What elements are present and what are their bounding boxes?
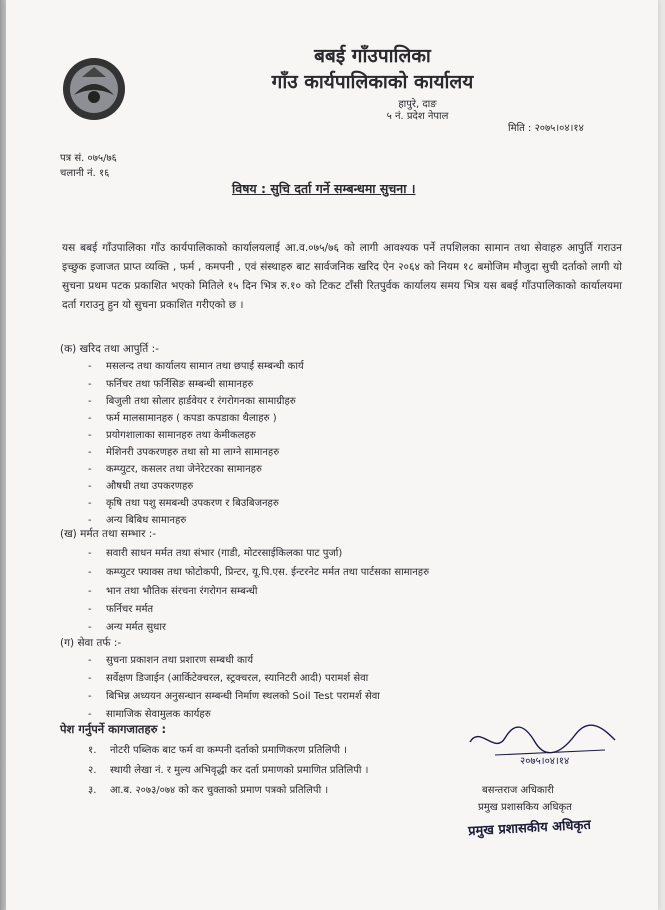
svg-text:२०७५।०४।१४: २०७५।०४।१४ bbox=[520, 756, 570, 767]
header-line-1: बबई गाँउपालिका bbox=[314, 45, 431, 67]
document-item: ३. आ.ब. २०७३/०७४ को कर चुक्ताको प्रमाण पत्रको प्रतिलिपी । bbox=[88, 785, 329, 796]
list-item: - अन्य मर्मत सुधार bbox=[88, 622, 166, 633]
signatory-name: बसन्तराज अधिकारी bbox=[482, 785, 554, 796]
subject-line: विषय : सुचि दर्ता गर्ने सम्बन्धमा सुचना । bbox=[232, 181, 416, 196]
list-item: - कम्प्युटर, कसलर तथा जेनेरेटरका सामानहरु bbox=[88, 464, 262, 475]
list-item: - प्रयोगशालाका सामानहरु तथा केमीकलहरु bbox=[88, 430, 256, 441]
date: मिति : २०७५।०४।१४ bbox=[508, 123, 584, 134]
list-item: - फर्निचर तथा फर्निसिङ सम्बन्धी सामानहरु bbox=[88, 379, 254, 390]
list-item: - सर्वेक्षण डिजाईन (आर्किटेक्चरल, स्ट्रक्चरल, स्यानिटरी आदी) परामर्श सेवा bbox=[88, 673, 369, 684]
header-line-4: ५ नं. प्रदेश नेपाल bbox=[386, 111, 449, 122]
documents-title: पेश गर्नुपर्ने कागजातहरु : bbox=[60, 722, 167, 736]
section-kha-title: (ख) मर्मत तथा सम्भार :- bbox=[60, 528, 157, 540]
chalani-number: चलानी नं. १६ bbox=[60, 168, 110, 179]
list-item: - मेशिनरी उपकरणहरु तथा सो मा लाग्ने सामानहरु bbox=[88, 447, 280, 458]
official-stamp: प्रमुख प्रशासकीय अधिकृत bbox=[467, 817, 592, 840]
list-item: - कम्प्युटर फ्याक्स तथा फोटोकपी, प्रिन्टर, यू.पि.एस. ईन्टरनेट मर्मत तथा पार्टसका सामानहरु bbox=[88, 567, 430, 578]
notice-paragraph: यस बबई गाँउपालिका गाँउ कार्यपालिकाको कार्यालयलाई आ.व.०७५/७६ को लागी आवश्यक पर्ने तपशिलका सामान तथा सेवाहरु आपुर्ति गराउन इच्छुक इजाजत प्राप्त व्यक्ति , फर्म , कमपनी , एवं संस्थाहरु बाट सार्वजनिक खरिद ऐन २०६४ को नियम १८ बमोजिम मौजुदा सुची दर्ताको लागी यो सुचना प्रथम पटक प्रकाशित भएको मितिले १५ दिन भित्र रु.१० को टिकट टाँसी रितपुर्वक कार्यालय समय भित्र यस बबई गाँउपालिकाको कार्यालयमा दर्ता गराउनु हुन यो सुचना प्रकाशित गरीएको छ । bbox=[62, 242, 622, 311]
list-item: - फर्निचर मर्मत bbox=[88, 604, 154, 615]
signatory-title: प्रमुख प्रशासकिय अधिकृत bbox=[478, 802, 572, 813]
list-item: - अन्य बिबिध सामानहरु bbox=[88, 515, 187, 526]
signature-scribble bbox=[465, 720, 625, 770]
document-item: २. स्थायी लेखा नं. र मुल्य अभिवृद्धी कर दर्ता प्रमाणको प्रमाणित प्रतिलिपी । bbox=[88, 765, 369, 776]
header-line-2: गाँउ कार्यपालिकाको कार्यालय bbox=[271, 71, 474, 93]
list-item: - मसलन्द तथा कार्यालय सामान तथा छपाई सम्बन्धी कार्य bbox=[88, 361, 304, 372]
list-item: - सवारी साधन मर्मत तथा संभार (गाडी, मोटरसाईकिलका पाट पुर्जा) bbox=[88, 548, 343, 559]
list-item: - फर्म मालसामानहरु ( कपडा कपडाका थैलाहरु ) bbox=[88, 413, 277, 424]
list-item: - बिभिन्न अध्ययन अनुसन्धान सम्बन्धी निर्माण स्थलको Soil Test परामर्श सेवा bbox=[88, 691, 380, 702]
list-item: - सुचना प्रकाशन तथा प्रशारण सम्बधी कार्य bbox=[88, 655, 254, 666]
document-item: १. नोटरी पब्लिक बाट फर्म वा कम्पनी दर्ताको प्रमाणिकरण प्रतिलिपी । bbox=[88, 745, 347, 756]
list-item: - सामाजिक सेवामुलक कार्यहरु bbox=[88, 709, 211, 720]
list-item: - औषधी तथा उपकरणहरु bbox=[88, 481, 194, 492]
patra-number: पत्र सं. ०७५/७६ bbox=[60, 153, 117, 164]
section-ka-title: (क) खरिद तथा आपुर्ति :- bbox=[60, 343, 159, 355]
header-line-3: हापुरे, दाङ bbox=[398, 99, 437, 110]
list-item: - बिजुली तथा सोलार हार्डवेयर र रंगरोगनका सामाग्रीहरु bbox=[88, 396, 296, 407]
section-ga-title: (ग) सेवा तर्फ :- bbox=[60, 637, 122, 649]
list-item: - भान तथा भौतिक संरचना रंगरोगन सम्बन्धी bbox=[88, 586, 258, 597]
list-item: - कृषि तथा पशु समबन्धी उपकरण र बिउबिजनहरु bbox=[88, 498, 279, 509]
